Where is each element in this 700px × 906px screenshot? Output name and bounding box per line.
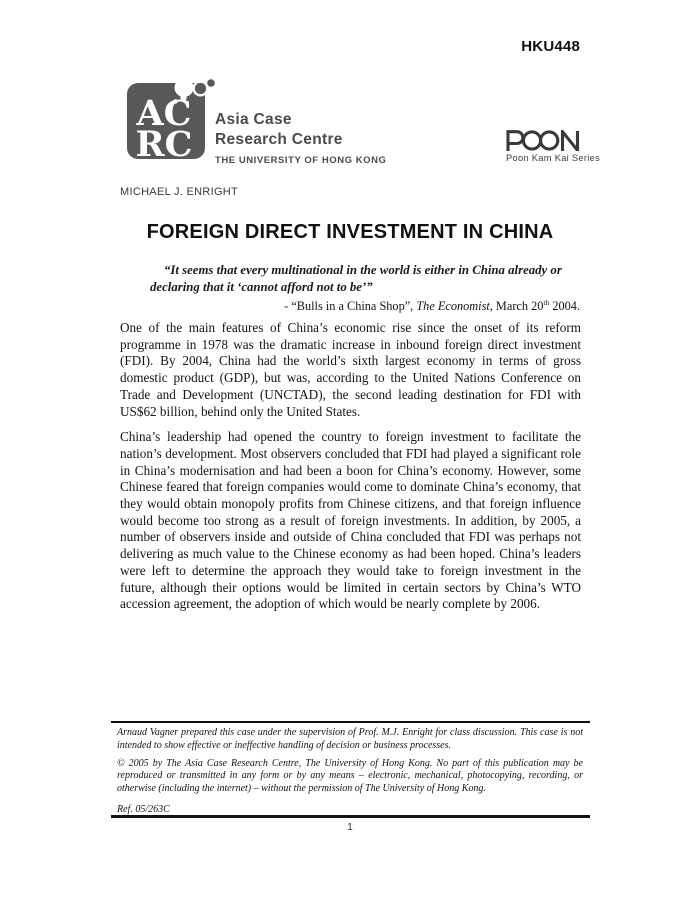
acrc-letters-bottom: RC	[135, 124, 193, 165]
author-name: MICHAEL J. ENRIGHT	[120, 186, 239, 198]
attribution-end: 2004.	[549, 299, 580, 313]
body-paragraph-1: One of the main features of China’s economic rise since the onset of its reform programme in 1978 was the dramatic increase in inbound foreign direct investment (FDI). By 2004, China had the world’s sixth largest economy in terms of gross domestic product (GDP), but was, according to the United Nations Conference on Trade and Development (UNCTAD), the second leading destination for FDI with US$62 billion, behind only the United States.	[120, 320, 581, 419]
footer-rule-bottom	[111, 815, 590, 818]
poon-wordmark-graphic	[506, 130, 590, 151]
attribution-source: The Economist	[416, 299, 490, 313]
brand-org-line2: Research Centre	[215, 131, 343, 148]
quote-attribution	[120, 299, 580, 314]
poon-series-label: Poon Kam Kai Series	[506, 153, 601, 163]
page-number: 1	[347, 822, 353, 833]
footnote-copyright: © 2005 by The Asia Case Research Centre, The University of Hong Kong. No part of this publication may be reproduced or transmitted in any form or by any means – electronic, mechanical, photocopying, recording, or otherwise (including the internet) – without the permission of The University of Hong Kong.	[117, 757, 583, 795]
brand-org-line1: Asia Case	[215, 111, 292, 128]
acrc-brand-text	[215, 110, 386, 166]
poon-kam-kai-logo	[506, 130, 601, 163]
footnotes	[117, 727, 583, 822]
brand-university: THE UNIVERSITY OF HONG KONG	[215, 155, 387, 166]
footnote-preparation: Arnaud Vagner prepared this case under the supervision of Prof. M.J. Enright for class discussion. This case is not intended to show effective or ineffective handling of decision or business processes.	[117, 727, 583, 751]
attribution-prefix: - “Bulls in a China Shop”,	[284, 299, 417, 313]
attribution-mid: , March 20	[489, 299, 544, 313]
document-code: HKU448	[521, 38, 580, 55]
footer-rule-top	[111, 721, 590, 723]
page-title: FOREIGN DIRECT INVESTMENT IN CHINA	[146, 221, 554, 243]
attribution-superscript: th	[543, 297, 550, 307]
footnote-ref: Ref. 05/263C	[117, 803, 170, 815]
body-text	[120, 320, 581, 613]
acrc-letters-top: AC	[136, 93, 192, 134]
epigraph-quote: “It seems that every multinational in the world is either in China already or declaring that it ‘cannot afford not to be’”	[150, 263, 562, 294]
body-paragraph-2: China’s leadership had opened the country to foreign investment to facilitate the nation’s development. Most observers concluded that FDI had played a significant role in China’s modernisation and had been a boon for China’s economy. However, some Chinese feared that foreign companies would come to dominate China’s economy, that they would obtain monopoly profits from Chinese citizens, and that foreign influence would become too strong as a result of foreign investments. In addition, by 2005, a number of observers inside and outside of China concluded that FDI was perhaps not delivering as much value to the Chinese economy as had been hoped. China’s leaders were left to determine the approach they would take to foreign investment in the future, although their options would be limited in certain sectors by China’s WTO accession agreement, the adoption of which would be nearly complete by 2006.	[120, 429, 581, 612]
